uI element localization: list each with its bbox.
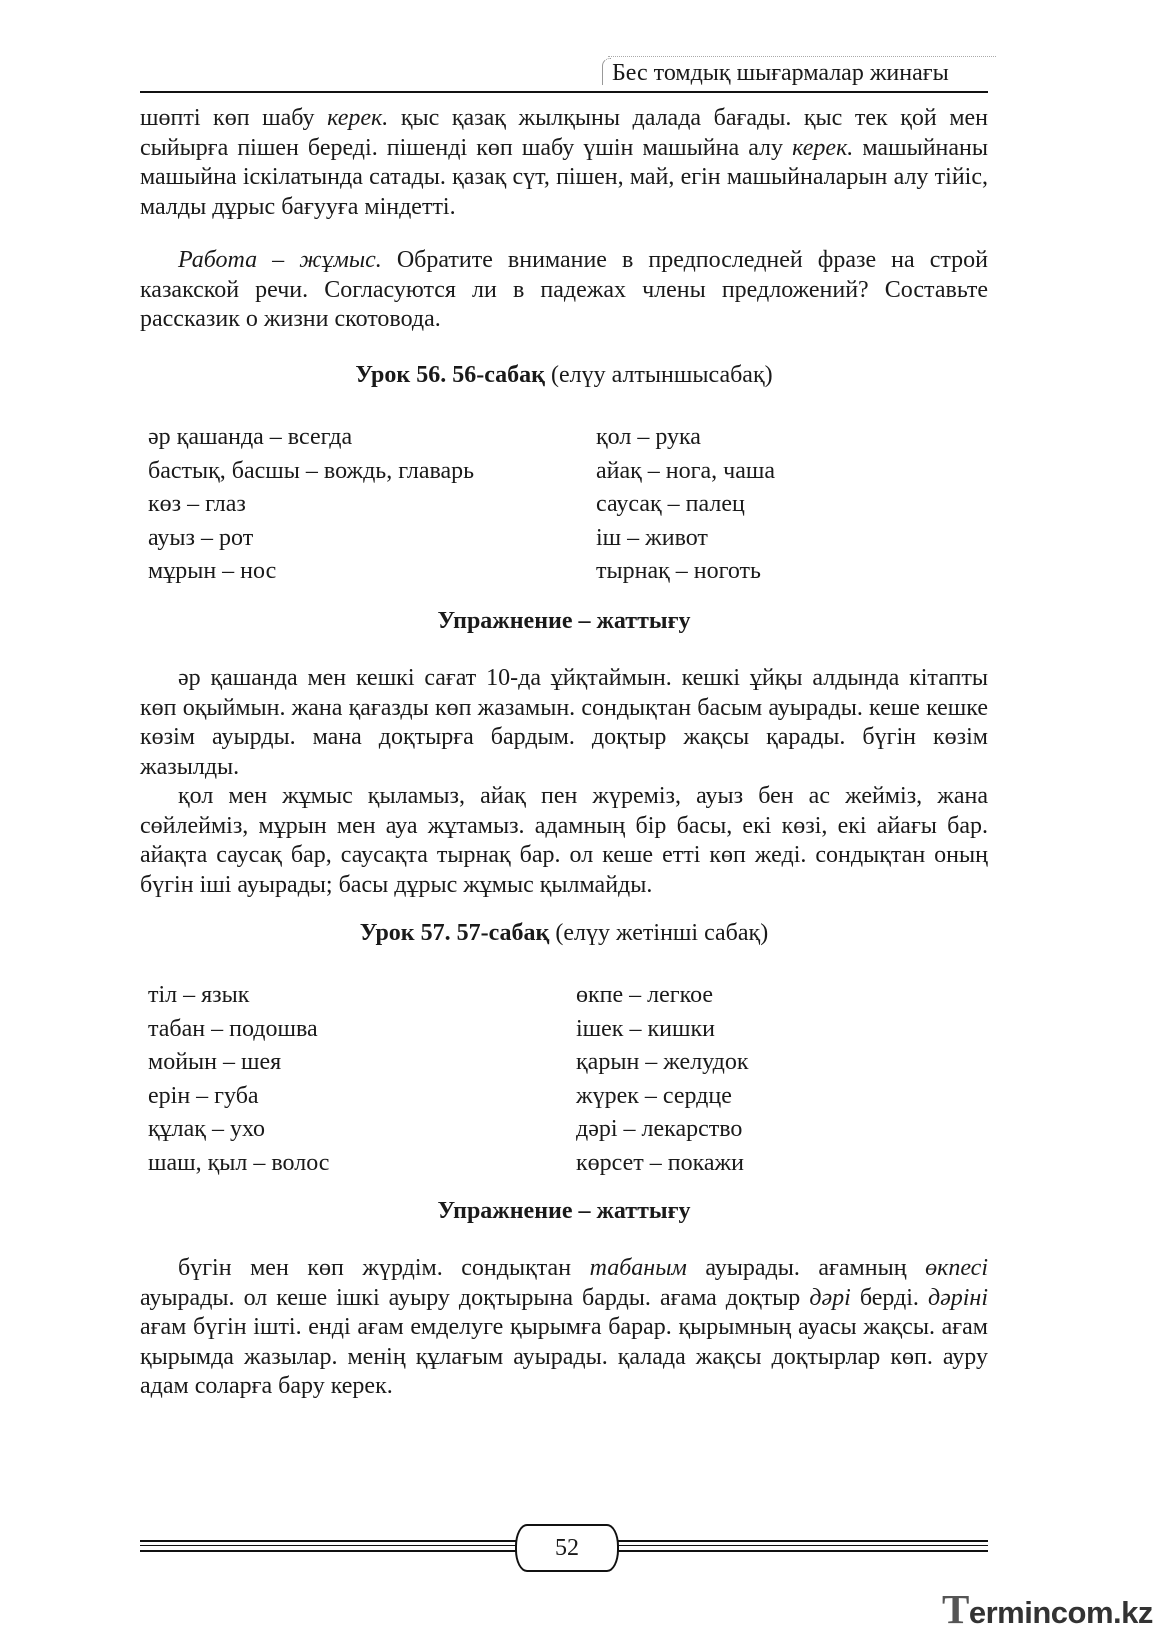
vocab-row <box>148 458 988 492</box>
vocab-row <box>148 558 988 592</box>
vocab-term-left: мұрын – нос <box>148 558 277 585</box>
exercise-2-heading <box>140 1196 988 1226</box>
running-title: Бес томдық шығармалар жинағы <box>612 60 949 86</box>
intro-kz-text <box>140 104 988 222</box>
vocab-term-left: мойын – шея <box>148 1049 282 1076</box>
lesson-57-heading <box>140 918 988 948</box>
running-head <box>602 56 996 90</box>
intro-task-text <box>140 246 988 335</box>
vocab-term-left: әр қашанда – всегда <box>148 424 353 450</box>
exercise-2-title: Упражнение – жаттығу <box>437 1198 691 1224</box>
exercise-1-body <box>140 664 988 900</box>
vocab-term-right: дәрі – лекарство <box>576 1116 743 1143</box>
italic-text-run: керек. <box>327 105 389 131</box>
vocab-row <box>148 982 988 1016</box>
text-run: қыс қазақ жылқыны далада бағады. қыс тек қой мен сыйырға пішен береді. пішенді көп шабу үшін машыйна алу <box>140 105 988 161</box>
page-number: 52 <box>555 1535 579 1561</box>
text-run: бүгін мен көп жүрдім. сондықтан <box>178 1255 590 1281</box>
vocab-row <box>148 1049 988 1083</box>
italic-text-run: дәріні <box>927 1284 989 1311</box>
task-body: Обратите внимание в предпоследней фразе на строй казакской речи. Согласуются ли в падежах члены предложений? Составьте рассказик о жизни скотовода. <box>140 247 989 332</box>
vocab-term-left: көз – глаз <box>148 491 246 518</box>
termincom-logo <box>942 1586 1153 1632</box>
vocab-row <box>148 1150 988 1184</box>
text-run: ауырады. ол кеше ішкі ауыру доқтырына барды. ағама доқтыр <box>140 1284 810 1311</box>
vocab-term-left: ауыз – рот <box>148 524 254 551</box>
vocab-term-right: қарын – желудок <box>576 1049 749 1076</box>
logo-rest: ermincom.kz <box>968 1595 1153 1630</box>
intro-kz-paragraph <box>140 104 988 222</box>
logo-initial: T <box>942 1586 969 1632</box>
vocab-row <box>148 491 988 525</box>
italic-text-run: өкпесі <box>925 1255 988 1281</box>
vocab-term-right: жүрек – сердце <box>576 1082 732 1109</box>
vocab-term-right: айақ – нога, чаша <box>596 457 776 484</box>
lesson-56-heading <box>140 360 988 390</box>
vocab-row <box>148 525 988 559</box>
intro-task-paragraph <box>140 246 988 335</box>
italic-text-run: табаным <box>589 1255 687 1281</box>
running-head-ornament <box>602 58 611 85</box>
vocab-term-right: саусақ – палец <box>596 491 745 518</box>
lesson-56-vocabulary <box>148 424 988 592</box>
vocab-row <box>148 1016 988 1050</box>
lesson-56-subtitle: (елүу алтыншысабақ) <box>544 362 773 388</box>
vocab-term-left: бастық, басшы – вождь, главарь <box>148 457 475 484</box>
running-head-dotted-border <box>608 56 996 57</box>
italic-text-run: керек. <box>792 134 854 161</box>
vocab-term-right: іш – живот <box>596 524 708 551</box>
lesson-57-subtitle: (елүу жетінші сабақ) <box>549 920 769 946</box>
exercise-1-paragraph-2: қол мен жұмыс қыламыз, айақ пен жүреміз, ауыз бен ас жейміз, жана сөйлейміз, мұрын мен ауа жұтамыз. адамның бір басы, екі көзі, екі айағы бар. айақта саусақ бар, саусақта тырнақ бар. ол кеше етті көп жеді. сондықтан оның бүгін іші ауырады; басы дұрыс жұмыс қылмайды. <box>140 783 988 898</box>
vocab-term-right: тырнақ – ноготь <box>596 558 761 585</box>
lesson-57-title: Урок 57. 57-сабақ <box>359 920 550 946</box>
page-number-box <box>515 1524 619 1572</box>
exercise-1-title: Упражнение – жаттығу <box>437 608 691 634</box>
task-label: Работа – жұмыс. <box>178 247 382 273</box>
vocab-term-left: құлақ – ухо <box>148 1116 266 1143</box>
vocab-term-left: табан – подошва <box>148 1015 318 1042</box>
vocab-term-left: тіл – язык <box>148 982 250 1008</box>
exercise-2-paragraph <box>140 1254 988 1402</box>
exercise-2-body <box>140 1254 988 1402</box>
vocab-term-right: ішек – кишки <box>576 1015 715 1042</box>
italic-text-run: дәрі <box>809 1284 851 1311</box>
vocab-row <box>148 1083 988 1117</box>
vocab-row <box>148 1116 988 1150</box>
exercise-1-heading <box>140 606 988 636</box>
lesson-56-title: Урок 56. 56-сабақ <box>355 362 545 388</box>
text-run: шөпті көп шабу <box>140 105 328 131</box>
text-run: машыйнаны машыйна іскілатында сатады. қазақ сүт, пішен, май, егін машыйналарын алу тійіс, малды дұрыс бағууға міндетті. <box>140 134 989 220</box>
vocab-term-left: ерін – губа <box>148 1082 259 1109</box>
vocab-term-left: шаш, қыл – волос <box>148 1149 330 1176</box>
text-run: берді. <box>850 1284 928 1311</box>
lesson-57-vocabulary <box>148 982 988 1184</box>
text-run: ағам бүгін ішті. енді ағам емделуге қырымға барар. қырымның ауасы жақсы. ағам қырымда жазылар. менің құлағым ауырады. қалада жақсы доқтырлар көп. ауру адам соларға бару керек. <box>140 1314 988 1399</box>
vocab-term-right: көрсет – покажи <box>576 1149 744 1176</box>
vocab-row <box>148 424 988 458</box>
vocab-term-right: қол – рука <box>596 424 701 450</box>
header-rule <box>140 91 988 93</box>
exercise-1-paragraph-1: әр қашанда мен кешкі сағат 10-да ұйқтаймын. кешкі ұйқы алдында кітапты көп оқыймын. жана қағазды көп жазамын. сондықтан басым ауырады. кеше кешке көзім ауырды. мана доқтырға бардым. доқтыр жақсы қарады. бүгін көзім жазылды. <box>140 665 988 780</box>
vocab-term-right: өкпе – легкое <box>576 982 714 1008</box>
text-run: ауырады. ағамның <box>686 1255 926 1281</box>
